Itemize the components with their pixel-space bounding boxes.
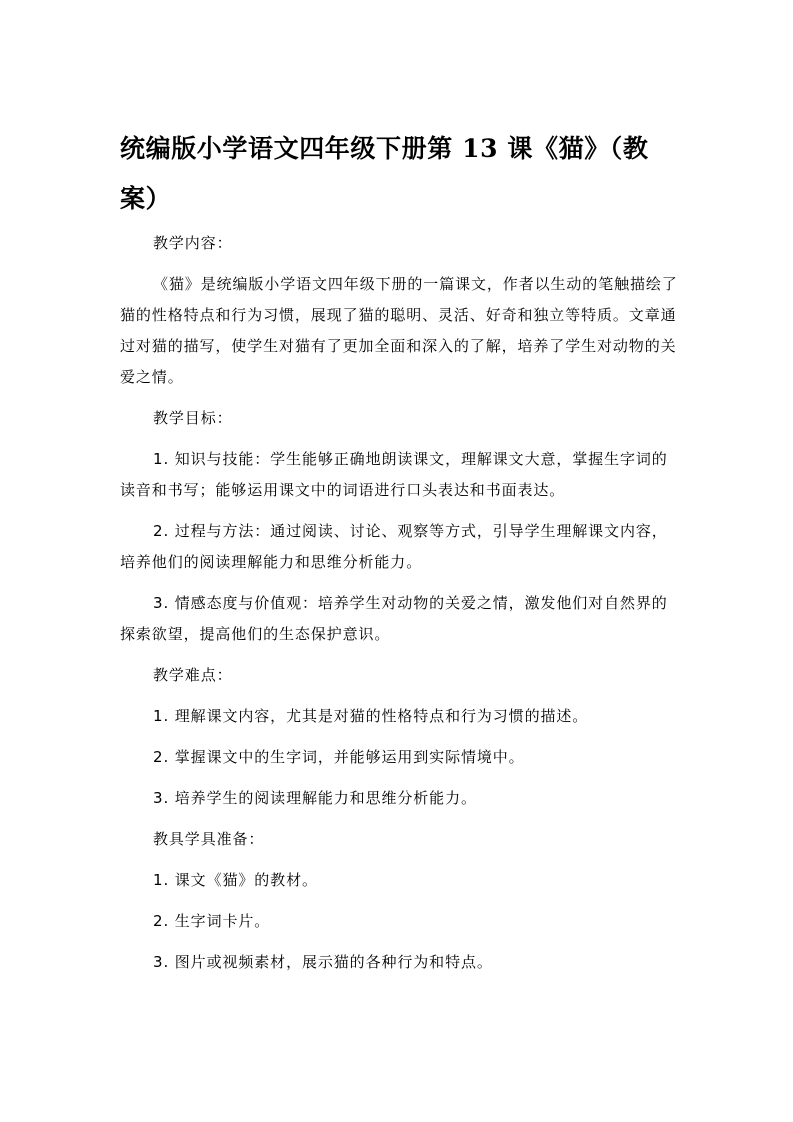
difficulty-item-3: 3. 培养学生的阅读理解能力和思维分析能力。 xyxy=(153,789,477,807)
content-paragraph: 《猫》是统编版小学语文四年级下册的一篇课文，作者以生动的笔触描绘了猫的性格特点和行为习惯，展现了猫的聪明、灵活、好奇和独立等特质。文章通过对猫的描写，使学生对猫有了更加全面和深入的了解，培养了学生对动物的关爱之情。 xyxy=(120,275,678,386)
section-heading-content: 教学内容： xyxy=(153,234,233,252)
document-title: 统编版小学语文四年级下册第 13 课《猫》（教案） xyxy=(120,134,649,213)
objective-item-2: 2. 过程与方法：通过阅读、讨论、观察等方式，引导学生理解课文内容，培养他们的阅读理解能力和思维分析能力。 xyxy=(120,522,668,571)
section-heading-materials: 教具学具准备： xyxy=(153,830,265,848)
objective-item-1: 1. 知识与技能：学生能够正确地朗读课文，理解课文大意，掌握生字词的读音和书写；能够运用课文中的词语进行口头表达和书面表达。 xyxy=(120,450,668,499)
section-heading-difficulties: 教学难点： xyxy=(153,666,233,684)
difficulty-item-1: 1. 理解课文内容，尤其是对猫的性格特点和行为习惯的描述。 xyxy=(153,707,589,725)
difficulty-item-2: 2. 掌握课文中的生字词，并能够运用到实际情境中。 xyxy=(153,748,525,766)
objective-item-3: 3. 情感态度与价值观：培养学生对动物的关爱之情，激发他们对自然界的探索欲望，提高他们的生态保护意识。 xyxy=(120,594,668,643)
document-body xyxy=(120,228,680,988)
material-item-3: 3. 图片或视频素材，展示猫的各种行为和特点。 xyxy=(153,953,493,971)
material-item-1: 1. 课文《猫》的教材。 xyxy=(153,871,318,889)
material-item-2: 2. 生字词卡片。 xyxy=(153,912,271,930)
section-heading-objectives: 教学目标： xyxy=(153,409,233,427)
